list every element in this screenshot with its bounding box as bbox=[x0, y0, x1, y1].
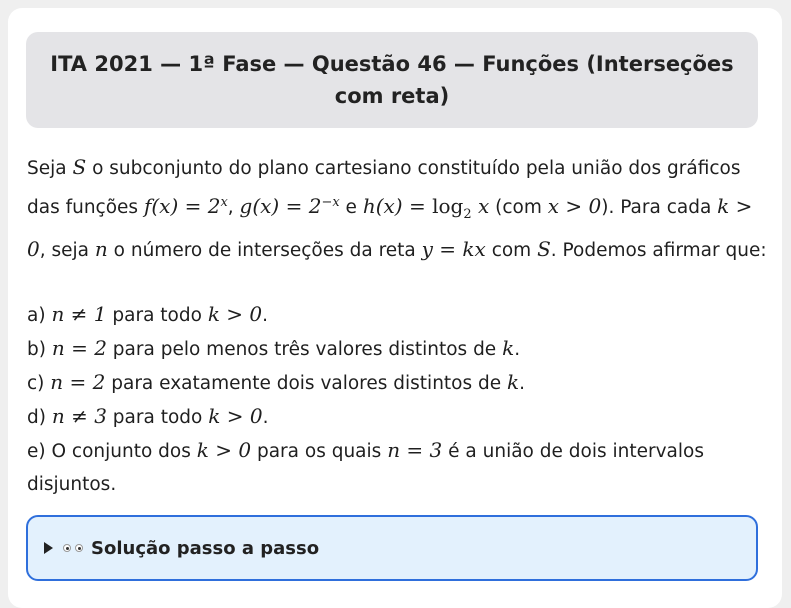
option-b: b) n = 2 para pelo menos três valores distintos de k. bbox=[27, 336, 521, 360]
math-f-exp: x bbox=[220, 195, 228, 210]
disclosure-triangle-icon bbox=[44, 542, 53, 554]
math-g-exp: −x bbox=[321, 195, 340, 210]
math-n: n bbox=[94, 236, 108, 261]
solution-toggle[interactable] bbox=[26, 515, 758, 581]
math-h: h(x) = bbox=[362, 194, 433, 219]
math-S-2: S bbox=[537, 236, 551, 261]
math-f: f(x) = 2 bbox=[143, 194, 221, 219]
math-k-condition: k > 0 bbox=[27, 194, 753, 261]
math-log-base: 2 bbox=[463, 206, 472, 222]
option-c: c) n = 2 para exatamente dois valores distintos de k. bbox=[27, 370, 526, 394]
math-domain-condition: x > 0 bbox=[547, 194, 602, 219]
question-statement: Seja S o subconjunto do plano cartesiano constituído pela união dos gráficos das funções $f(x) = 2^x$, $g(x) = 2^{-x}$ e $h(x) = \log_2 x$ (com x > 0). Para cada k > 0, seja n o número de interseções da reta y = kx com S. Podemos afirmar que: bbox=[27, 155, 767, 261]
option-e: e) O conjunto dos k > 0 para os quais n = 3 é a união de dois intervalos disjuntos. bbox=[27, 438, 704, 495]
math-S: S bbox=[72, 155, 87, 179]
solution-label: Solução passo a passo bbox=[91, 537, 320, 559]
math-log: log bbox=[432, 194, 464, 219]
math-g: g(x) = 2 bbox=[239, 194, 322, 219]
answer-options bbox=[27, 298, 767, 501]
option-a: a) n ≠ 1 para todo k > 0. bbox=[27, 302, 269, 326]
page-title: ITA 2021 — 1ª Fase — Questão 46 — Funções (Interseções com reta) bbox=[50, 52, 734, 108]
eyes-icon bbox=[63, 544, 83, 552]
math-h-arg: x bbox=[471, 194, 490, 219]
title-banner bbox=[26, 32, 758, 128]
math-line: y = kx bbox=[421, 236, 486, 261]
option-d: d) n ≠ 3 para todo k > 0. bbox=[27, 404, 269, 428]
question-card bbox=[8, 8, 782, 608]
